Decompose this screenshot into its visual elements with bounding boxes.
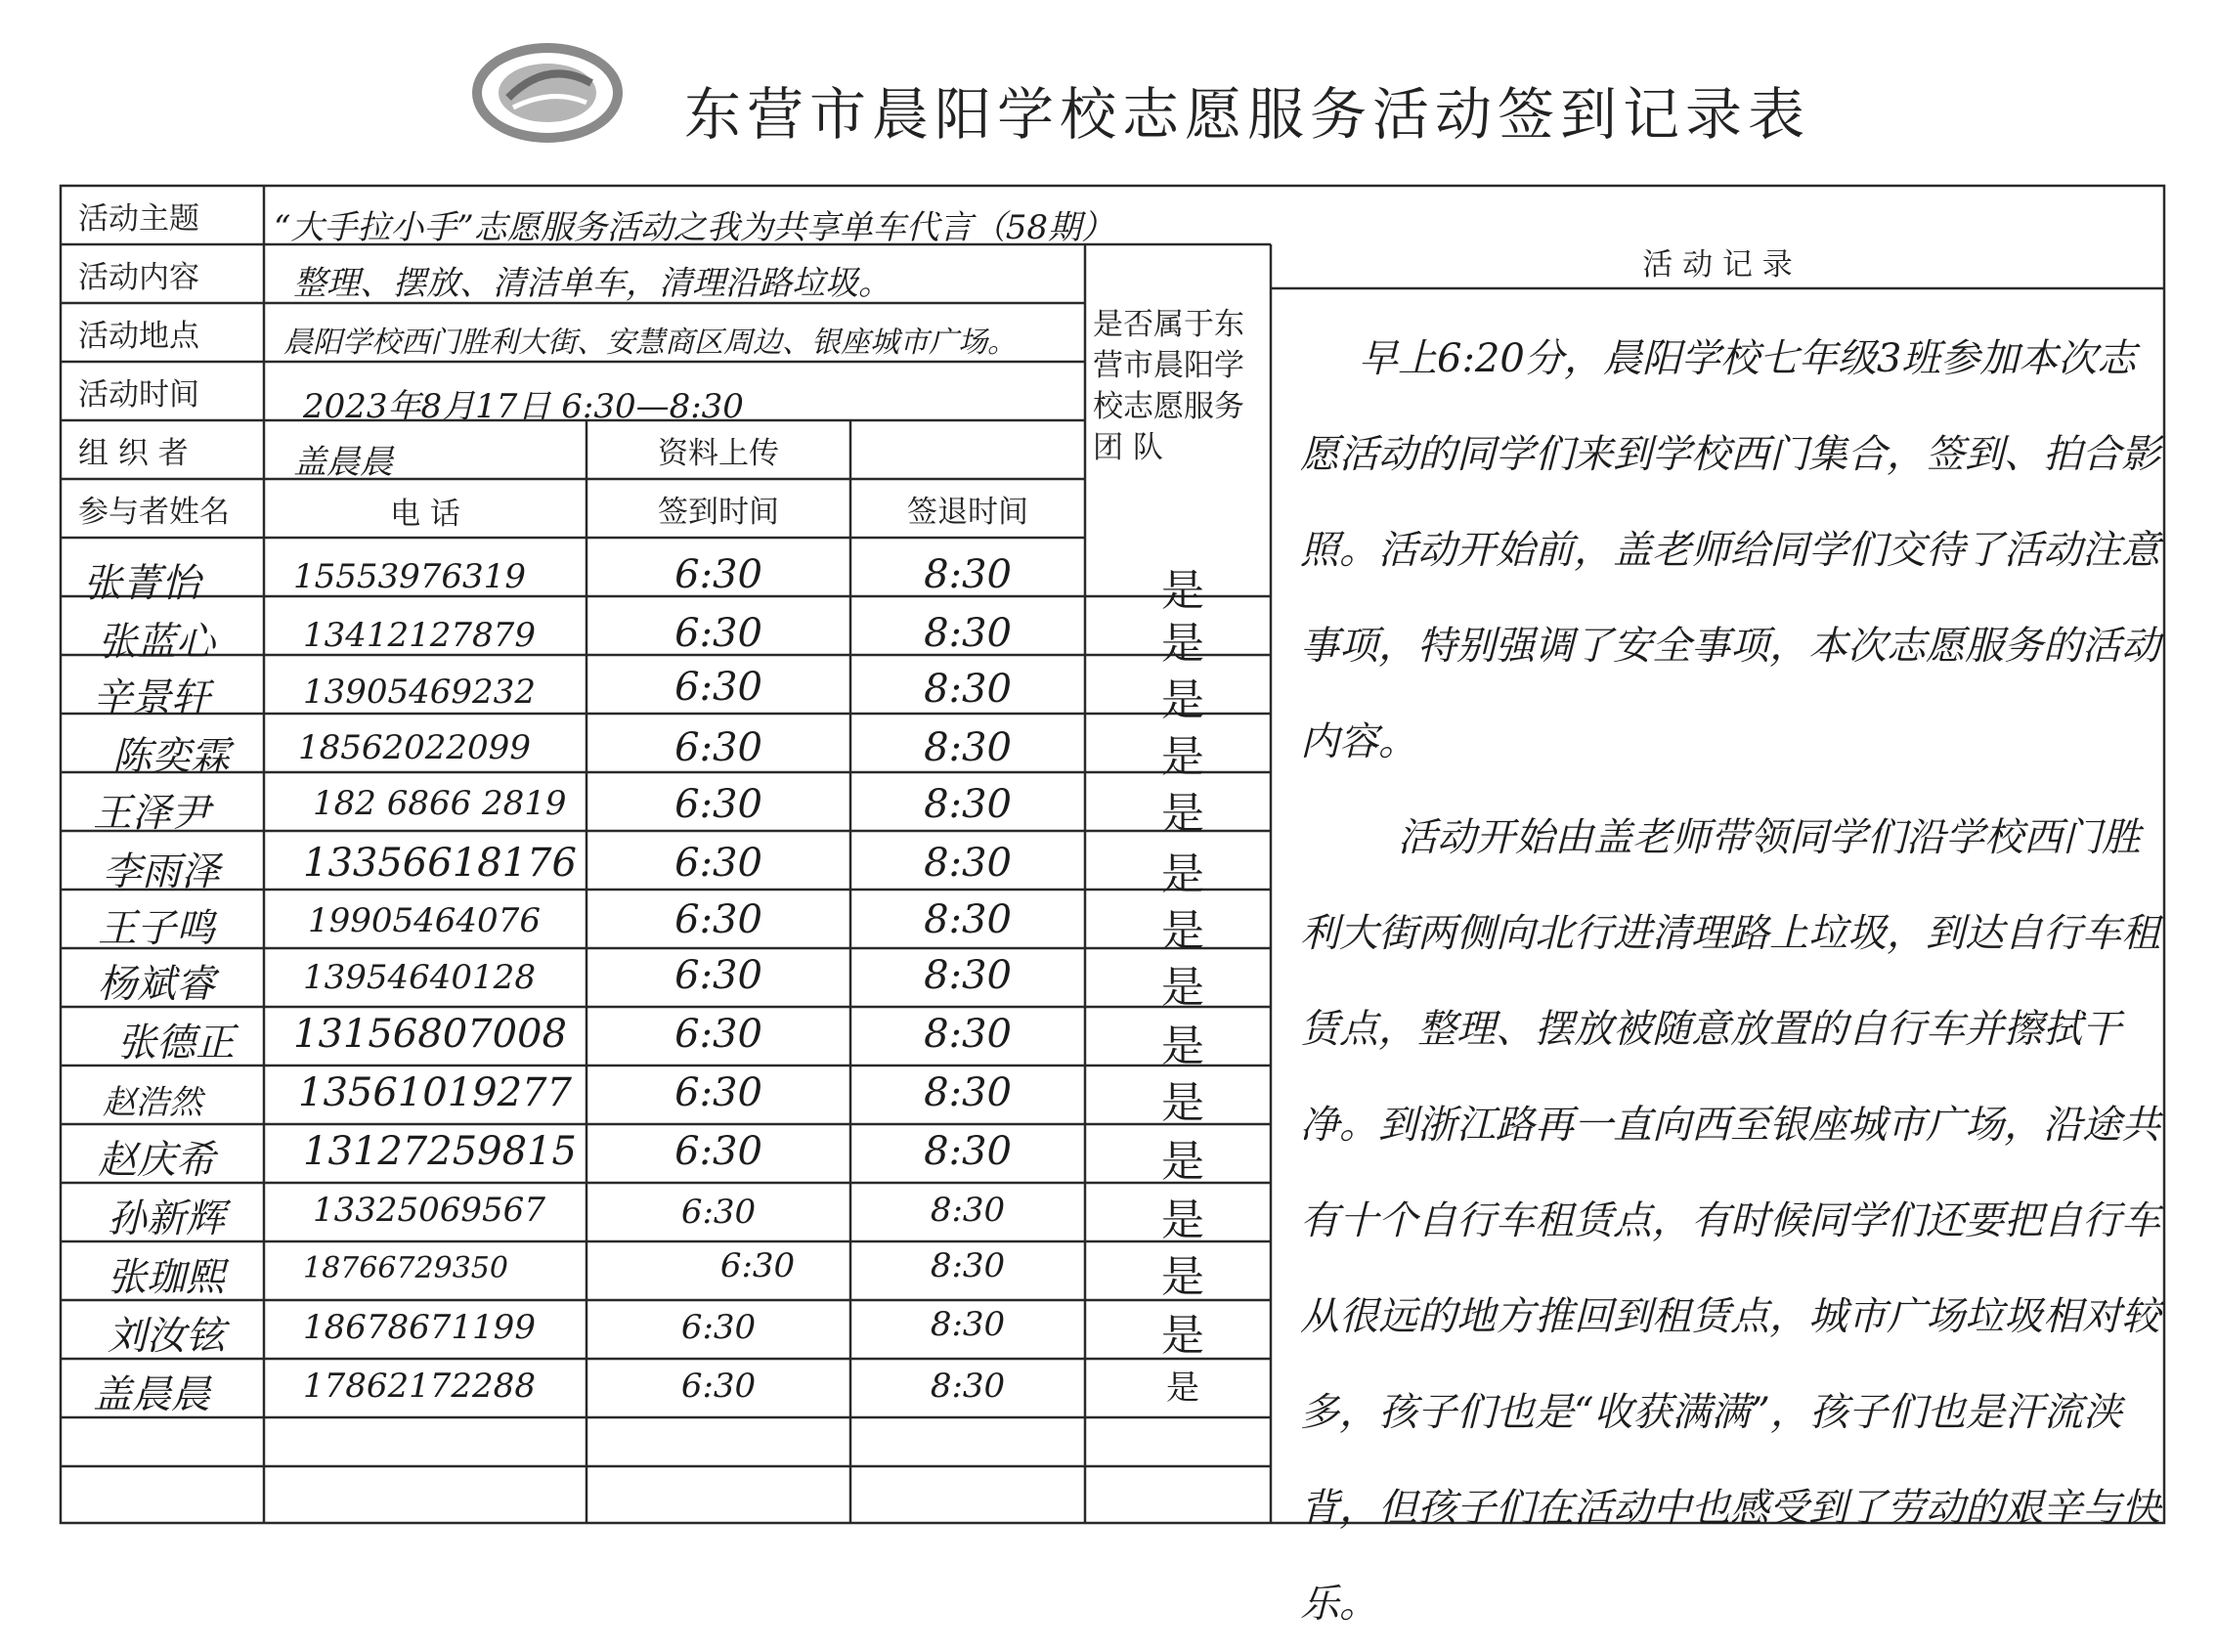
participant-name: 张蓝心 <box>98 620 215 665</box>
participant-checkout: 8:30 <box>924 552 1012 597</box>
participant-checkout: 8:30 <box>924 782 1012 827</box>
participant-checkin: 6:30 <box>674 1129 762 1174</box>
participant-member: 是 <box>1161 1022 1204 1071</box>
participant-member: 是 <box>1161 566 1204 616</box>
label-time: 活动时间 <box>78 377 199 413</box>
participant-checkin: 6:30 <box>680 1193 757 1232</box>
label-checkout: 签退时间 <box>907 495 1028 530</box>
participant-phone: 13412127879 <box>303 616 536 655</box>
participant-checkin: 6:30 <box>674 953 762 998</box>
activity-location: 晨阳学校西门胜利大街、安慧商区周边、银座城市广场。 <box>283 326 1017 360</box>
participant-phone: 13127259815 <box>303 1129 577 1174</box>
label-phone: 电 话 <box>390 497 460 532</box>
participant-member: 是 <box>1161 789 1204 839</box>
participant-checkout: 8:30 <box>924 1012 1012 1057</box>
participant-name: 张菁怡 <box>83 561 200 606</box>
activity-theme: “大手拉小手”志愿服务活动之我为共享单车代言（58期） <box>274 208 1115 247</box>
participant-phone: 13905469232 <box>303 673 536 712</box>
participant-member: 是 <box>1161 849 1204 899</box>
participant-member: 是 <box>1161 963 1204 1013</box>
participant-phone: 15553976319 <box>293 557 526 596</box>
participant-checkout: 8:30 <box>924 725 1012 770</box>
label-upload: 资料上传 <box>658 436 779 471</box>
participant-checkout: 8:30 <box>930 1367 1006 1406</box>
participant-name: 刘汝铉 <box>108 1314 225 1359</box>
participant-checkout: 8:30 <box>930 1191 1006 1230</box>
participant-name: 赵浩然 <box>103 1083 202 1122</box>
participant-checkout: 8:30 <box>924 611 1012 656</box>
participant-name: 杨斌睿 <box>98 962 215 1007</box>
participant-member: 是 <box>1161 675 1204 725</box>
participant-phone: 182 6866 2819 <box>313 784 567 823</box>
participant-phone: 18562022099 <box>298 728 531 767</box>
participant-name: 赵庆希 <box>98 1138 215 1183</box>
label-membership-3: 校志愿服务 <box>1093 389 1244 424</box>
participant-checkout: 8:30 <box>930 1305 1006 1344</box>
participant-member: 是 <box>1166 1369 1199 1408</box>
participant-checkin: 6:30 <box>674 725 762 770</box>
participant-checkin: 6:30 <box>674 611 762 656</box>
participant-name: 辛景轩 <box>93 675 210 720</box>
label-organizer: 组 织 者 <box>78 436 189 471</box>
participant-checkout: 8:30 <box>924 1070 1012 1115</box>
participant-name: 陈奕霖 <box>112 734 230 779</box>
participant-member: 是 <box>1161 906 1204 956</box>
participant-checkout: 8:30 <box>930 1246 1006 1285</box>
label-record: 活 动 记 录 <box>1642 247 1793 283</box>
participant-checkout: 8:30 <box>924 667 1012 712</box>
label-location: 活动地点 <box>78 319 199 354</box>
participant-name: 张珈熙 <box>108 1255 225 1300</box>
activity-organizer: 盖晨晨 <box>293 443 393 482</box>
participant-checkin: 6:30 <box>680 1367 757 1406</box>
participant-name: 张德正 <box>117 1021 235 1065</box>
participant-checkin: 6:30 <box>674 782 762 827</box>
participant-checkin: 6:30 <box>674 841 762 886</box>
participant-phone: 13325069567 <box>313 1191 545 1230</box>
participant-checkin: 6:30 <box>719 1246 796 1285</box>
participant-checkin: 6:30 <box>674 1070 762 1115</box>
participant-member: 是 <box>1161 1078 1204 1128</box>
participant-phone: 13156807008 <box>293 1012 567 1057</box>
participant-name: 王泽尹 <box>93 791 210 836</box>
participant-member: 是 <box>1161 1311 1204 1361</box>
participant-member: 是 <box>1161 1196 1204 1245</box>
participant-checkin: 6:30 <box>674 897 762 942</box>
label-checkin: 签到时间 <box>658 495 779 530</box>
label-membership-2: 营市晨阳学 <box>1093 348 1244 383</box>
label-theme: 活动主题 <box>78 201 199 237</box>
participant-phone: 19905464076 <box>308 901 541 940</box>
participant-member: 是 <box>1161 1252 1204 1302</box>
label-participant: 参与者姓名 <box>78 495 230 530</box>
participant-phone: 18766729350 <box>303 1251 508 1285</box>
participant-checkout: 8:30 <box>924 953 1012 998</box>
participant-phone: 13561019277 <box>298 1070 572 1115</box>
page-title: 东营市晨阳学校志愿服务活动签到记录表 <box>684 81 1811 148</box>
label-membership-1: 是否属于东 <box>1093 307 1244 342</box>
record-paragraph-1: 早上6:20分，晨阳学校七年级3班参加本次志愿活动的同学们来到学校西门集合，签到、拍合影照。活动开始前，盖老师给同学们交待了活动注意事项，特别强调了安全事项，本次志愿服务的活动内容。 <box>1300 336 2160 764</box>
participant-phone: 17862172288 <box>303 1367 536 1406</box>
record-paragraph-2: 活动开始由盖老师带领同学们沿学校西门胜利大街两侧向北行进清理路上垃圾，到达自行车租赁点，整理、摆放被随意放置的自行车并擦拭干净。到浙江路再一直向西至银座城市广场，沿途共有十个自行车租赁点，有时候同学们还要把自行车从很远的地方推回到租赁点，城市广场垃圾相对较多，孩子们也是“收获满满”，孩子们也是汗流浃背，但孩子们在活动中也感受到了劳动的艰辛与快乐。 <box>1300 815 2160 1627</box>
participant-name: 孙新辉 <box>108 1196 225 1241</box>
participant-checkout: 8:30 <box>924 841 1012 886</box>
activity-content: 整理、摆放、清洁单车，清理沿路垃圾。 <box>293 264 891 303</box>
participant-name: 王子鸣 <box>98 906 215 951</box>
activity-record <box>1300 311 2160 1652</box>
participant-checkout: 8:30 <box>924 1129 1012 1174</box>
participant-name: 盖晨晨 <box>93 1372 210 1417</box>
participant-phone: 13356618176 <box>303 841 577 886</box>
participant-checkout: 8:30 <box>924 897 1012 942</box>
label-content: 活动内容 <box>78 260 199 295</box>
label-membership-4: 团 队 <box>1093 430 1163 465</box>
participant-phone: 18678671199 <box>303 1308 536 1347</box>
participant-member: 是 <box>1161 732 1204 782</box>
activity-time: 2023年8月17日 6:30—8:30 <box>303 387 744 426</box>
participant-member: 是 <box>1161 619 1204 669</box>
participant-checkin: 6:30 <box>674 1012 762 1057</box>
participant-checkin: 6:30 <box>674 552 762 597</box>
participant-checkin: 6:30 <box>674 665 762 710</box>
participant-phone: 13954640128 <box>303 958 536 997</box>
participant-checkin: 6:30 <box>680 1308 757 1347</box>
participant-member: 是 <box>1161 1137 1204 1187</box>
participant-name: 李雨泽 <box>103 849 220 894</box>
